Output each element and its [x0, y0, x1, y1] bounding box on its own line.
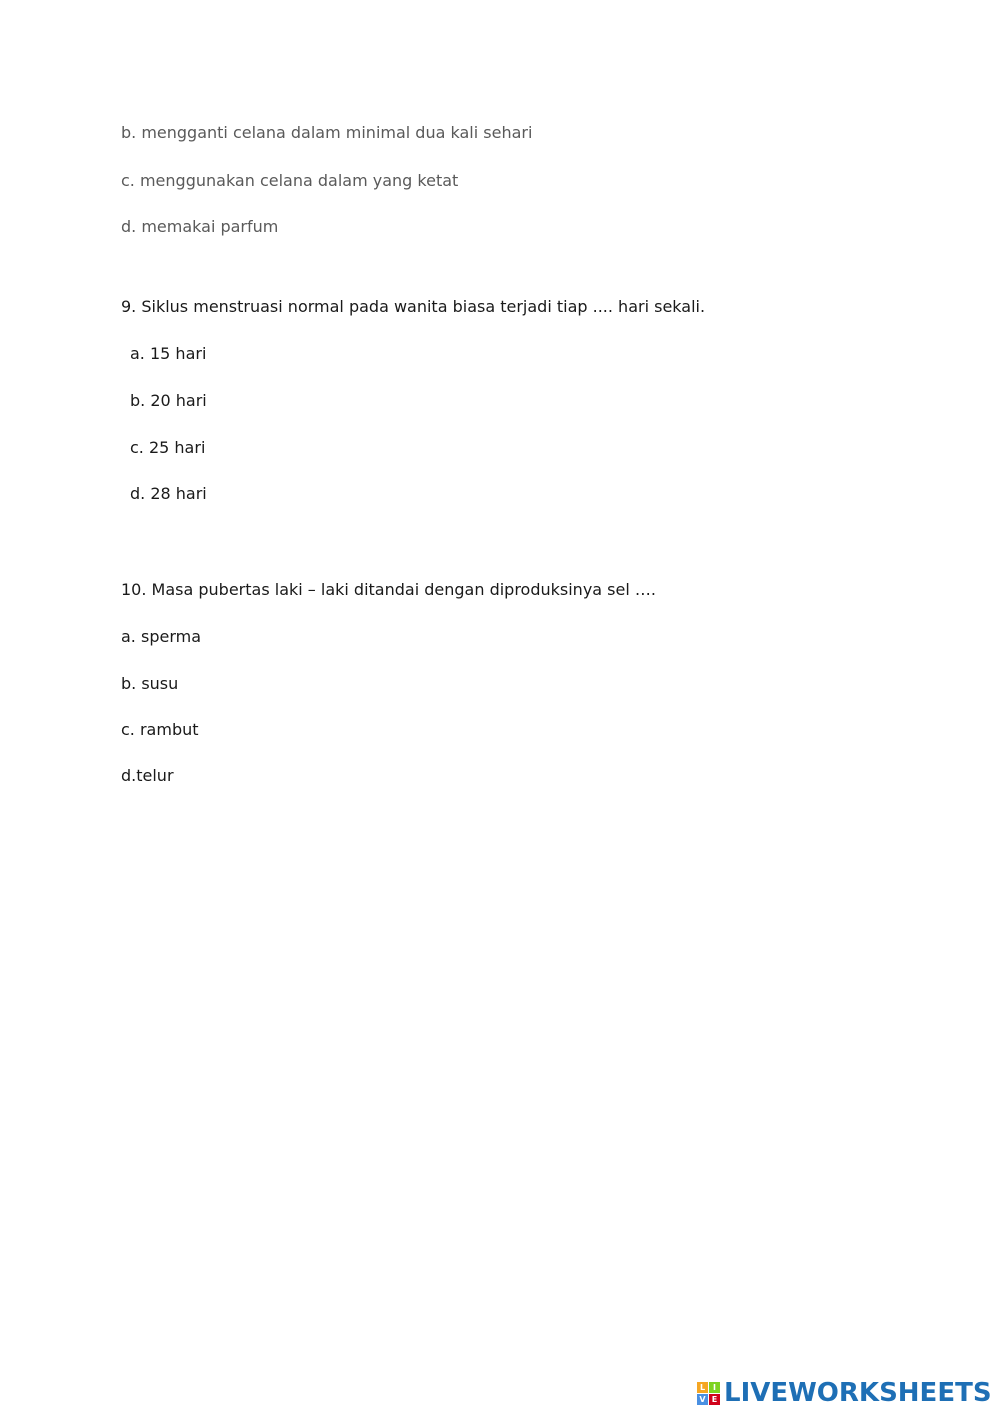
q9-option-b: b. 20 hari [130, 391, 207, 410]
liveworksheets-mark-icon [697, 1382, 720, 1405]
logo-tile: E [709, 1394, 720, 1405]
q10-question: 10. Masa pubertas laki – laki ditandai dengan diproduksinya sel …. [121, 580, 656, 599]
q9-option-c: c. 25 hari [130, 438, 206, 457]
q10-option-d: d.telur [121, 766, 174, 785]
logo-tile: V [697, 1394, 708, 1405]
q9-question: 9. Siklus menstruasi normal pada wanita biasa terjadi tiap .... hari sekali. [121, 297, 706, 316]
q8-option-c: c. menggunakan celana dalam yang ketat [121, 171, 459, 190]
q9-option-d: d. 28 hari [130, 484, 207, 503]
q8-option-b: b. mengganti celana dalam minimal dua kali sehari [121, 123, 533, 142]
logo-wordmark: LIVEWORKSHEETS [724, 1378, 992, 1408]
q9-option-a: a. 15 hari [130, 344, 207, 363]
logo-tile: L [697, 1382, 708, 1393]
q10-option-b: b. susu [121, 674, 179, 693]
logo-tile: I [709, 1382, 720, 1393]
q10-option-c: c. rambut [121, 720, 199, 739]
q8-option-d: d. memakai parfum [121, 217, 279, 236]
q10-option-a: a. sperma [121, 627, 201, 646]
liveworksheets-logo[interactable] [697, 1378, 992, 1408]
